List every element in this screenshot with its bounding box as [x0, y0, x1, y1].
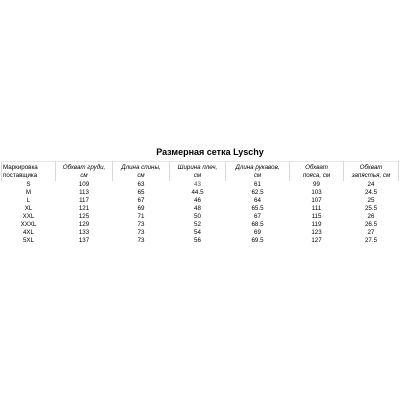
- size-chart: [0, 147, 400, 245]
- cell-waist: 107: [311, 197, 322, 204]
- header-line: Обхват: [305, 164, 328, 171]
- header-line: Длина рукавов,: [235, 164, 280, 171]
- cell-wrist: 25.5: [364, 205, 378, 212]
- cell-chest: 113: [79, 189, 89, 196]
- cell-back-length: 67: [137, 197, 145, 204]
- header-line: см: [193, 172, 202, 179]
- cell-shoulder-width: 52: [194, 221, 201, 228]
- cell-wrist: 25: [367, 197, 375, 204]
- header-shoulder-width: [170, 162, 226, 182]
- cell-back-length: 73: [137, 229, 145, 236]
- cell-waist: 127: [311, 237, 322, 244]
- cell-back-length: 71: [137, 213, 145, 220]
- header-line: см: [80, 172, 88, 179]
- header-line: поставщика: [3, 172, 38, 179]
- cell-back-length: 63: [137, 181, 145, 188]
- cell-back-length: 65: [137, 189, 145, 196]
- header-row: [2, 162, 399, 182]
- cell-back-length: 73: [137, 221, 145, 228]
- cell-chest: 137: [78, 237, 90, 244]
- header-chest: [56, 162, 113, 182]
- cell-chest: 129: [78, 221, 90, 228]
- cell-wrist: 27.5: [364, 237, 378, 244]
- cell-size: XXL: [22, 213, 35, 220]
- header-line: запястья, см: [351, 172, 391, 179]
- header-waist: [290, 162, 344, 182]
- header-line: Обхват: [359, 164, 383, 171]
- table-row: [2, 213, 399, 221]
- cell-size: XXXL: [20, 221, 37, 228]
- header-back-length: [113, 162, 170, 182]
- header-wrist: [344, 162, 399, 182]
- cell-waist: 119: [311, 221, 322, 228]
- cell-size: L: [26, 197, 31, 204]
- cell-chest: 109: [78, 181, 90, 188]
- cell-chest: 117: [79, 197, 89, 204]
- size-table: [1, 161, 399, 245]
- header-sleeve-length: [226, 162, 290, 182]
- cell-shoulder-width: 50: [194, 213, 201, 220]
- cell-shoulder-width: 56: [194, 237, 201, 244]
- size-chart-title: Размерная сетка Lyschy: [156, 147, 264, 157]
- cell-chest: 121: [78, 205, 90, 212]
- cell-chest: 133: [78, 229, 90, 236]
- cell-shoulder-width: 48: [194, 205, 201, 212]
- cell-sleeve-length: 61: [254, 181, 261, 188]
- cell-sleeve-length: 64: [254, 197, 261, 204]
- cell-chest: 125: [78, 213, 90, 220]
- cell-shoulder-width: 43: [194, 181, 201, 188]
- cell-size: 5XL: [22, 237, 34, 244]
- header-line: см: [137, 172, 145, 179]
- header-line: см: [253, 172, 262, 179]
- cell-wrist: 24: [367, 181, 375, 188]
- cell-size: XL: [24, 205, 33, 212]
- cell-sleeve-length: 69.5: [251, 237, 264, 244]
- cell-sleeve-length: 65.5: [251, 205, 264, 212]
- cell-waist: 123: [311, 229, 322, 236]
- cell-shoulder-width: 54: [194, 229, 201, 236]
- header-line: Маркировка: [3, 164, 38, 171]
- cell-sleeve-length: 68.5: [251, 221, 264, 228]
- cell-waist: 99: [313, 181, 320, 188]
- table-row: [2, 189, 399, 197]
- table-row: [2, 205, 399, 213]
- cell-waist: 103: [311, 189, 322, 196]
- cell-size: M: [25, 189, 32, 196]
- table-row: [2, 221, 399, 229]
- cell-size: 4XL: [22, 229, 34, 236]
- header-line: пояса, см: [302, 172, 331, 179]
- cell-back-length: 73: [137, 237, 145, 244]
- header-line: Ширина плеч,: [177, 164, 218, 171]
- cell-waist: 115: [311, 213, 322, 220]
- cell-sleeve-length: 62.5: [251, 189, 264, 196]
- header-line: Длина спины,: [121, 164, 161, 171]
- cell-wrist: 27: [367, 229, 375, 236]
- cell-sleeve-length: 69: [254, 229, 261, 236]
- table-row: [2, 181, 399, 189]
- cell-size: S: [26, 181, 31, 188]
- header-line: Обхват груди,: [62, 164, 106, 171]
- table-row: [2, 229, 399, 237]
- cell-back-length: 69: [137, 205, 145, 212]
- header-supplier-marking: [2, 162, 56, 182]
- cell-wrist: 26: [367, 213, 375, 220]
- cell-sleeve-length: 67: [254, 213, 261, 220]
- cell-waist: 111: [311, 205, 322, 212]
- table-row: [2, 237, 399, 245]
- cell-wrist: 26.5: [364, 221, 378, 228]
- cell-shoulder-width: 46: [194, 197, 201, 204]
- table-row: [2, 197, 399, 205]
- cell-wrist: 24.5: [364, 189, 378, 196]
- cell-shoulder-width: 44.5: [191, 189, 204, 196]
